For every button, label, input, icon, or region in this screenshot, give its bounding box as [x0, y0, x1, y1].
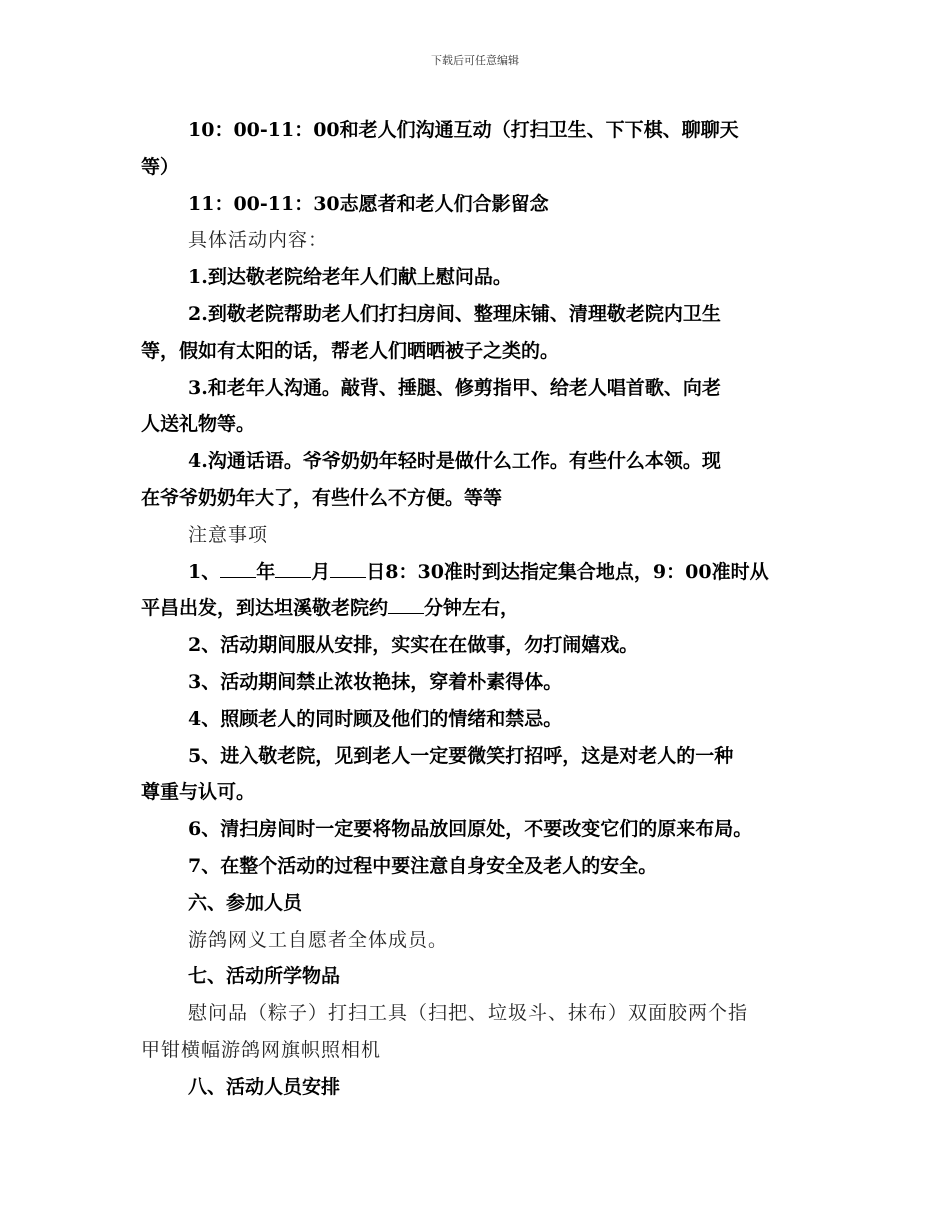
text-segment: 年 [256, 560, 276, 583]
document-body [141, 112, 816, 1106]
text-line: 2.到敬老院帮助老人们打扫房间、整理床铺、清理敬老院内卫生 [188, 302, 721, 325]
text-line: 注意事项 [188, 523, 269, 546]
text-segment: 日8：30准时到达指定集合地点，9：00准时从 [366, 560, 769, 583]
text-line: 等） [141, 155, 180, 178]
text-line: 具体活动内容： [188, 229, 329, 252]
text-segment: 平昌出发，到达坦溪敬老院约 [141, 597, 389, 620]
text-line: 6、清扫房间时一定要将物品放回原处，不要改变它们的原来布局。 [188, 818, 753, 841]
text-line: 慰问品（粽子）打扫工具（扫把、垃圾斗、抹布）双面胶两个指 [188, 1002, 749, 1025]
text-line: 尊重与认可。 [141, 781, 256, 804]
text-line [141, 554, 816, 591]
text-line: 3.和老年人沟通。敲背、捶腿、修剪指甲、给老人唱首歌、向老 [188, 376, 721, 399]
text-line [141, 590, 816, 627]
text-line: 1.到达敬老院给老年人们献上慰问品。 [188, 266, 512, 289]
text-segment: 月 [311, 560, 331, 583]
text-line: 八、活动人员安排 [188, 1075, 341, 1098]
page-header: 下载后可任意编辑 [431, 54, 519, 67]
text-line: 人送礼物等。 [141, 413, 256, 436]
text-line: 3、活动期间禁止浓妆艳抹，穿着朴素得体。 [188, 670, 563, 693]
text-line: 11：00-11：30志愿者和老人们合影留念 [188, 192, 549, 215]
text-line: 5、进入敬老院，见到老人一定要微笑打招呼，这是对老人的一种 [188, 744, 734, 767]
text-line: 甲钳横幅游鸽网旗帜照相机 [141, 1038, 382, 1061]
text-line: 7、在整个活动的过程中要注意自身安全及老人的安全。 [188, 854, 658, 877]
text-line: 10：00-11：00和老人们沟通互动（打扫卫生、下下棋、聊聊天 [188, 119, 739, 141]
fill-in-blank [220, 558, 256, 578]
text-line: 六、参加人员 [188, 891, 303, 914]
fill-in-blank [330, 558, 366, 578]
fill-in-blank [388, 594, 424, 614]
text-line: 2、活动期间服从安排，实实在在做事，勿打闹嬉戏。 [188, 634, 639, 657]
text-line: 等，假如有太阳的话，帮老人们晒晒被子之类的。 [141, 339, 560, 362]
text-line: 在爷爷奶奶年大了，有些什么不方便。等等 [141, 486, 503, 509]
text-segment: 1、 [188, 560, 221, 583]
text-segment: 分钟左右， [424, 597, 520, 620]
text-line: 七、活动所学物品 [188, 965, 341, 988]
fill-in-blank [275, 558, 311, 578]
text-line: 4.沟通话语。爷爷奶奶年轻时是做什么工作。有些什么本领。现 [188, 450, 721, 473]
text-line: 游鸽网义工自愿者全体成员。 [188, 928, 449, 951]
text-line: 4、照顾老人的同时顾及他们的情绪和禁忌。 [188, 707, 563, 730]
